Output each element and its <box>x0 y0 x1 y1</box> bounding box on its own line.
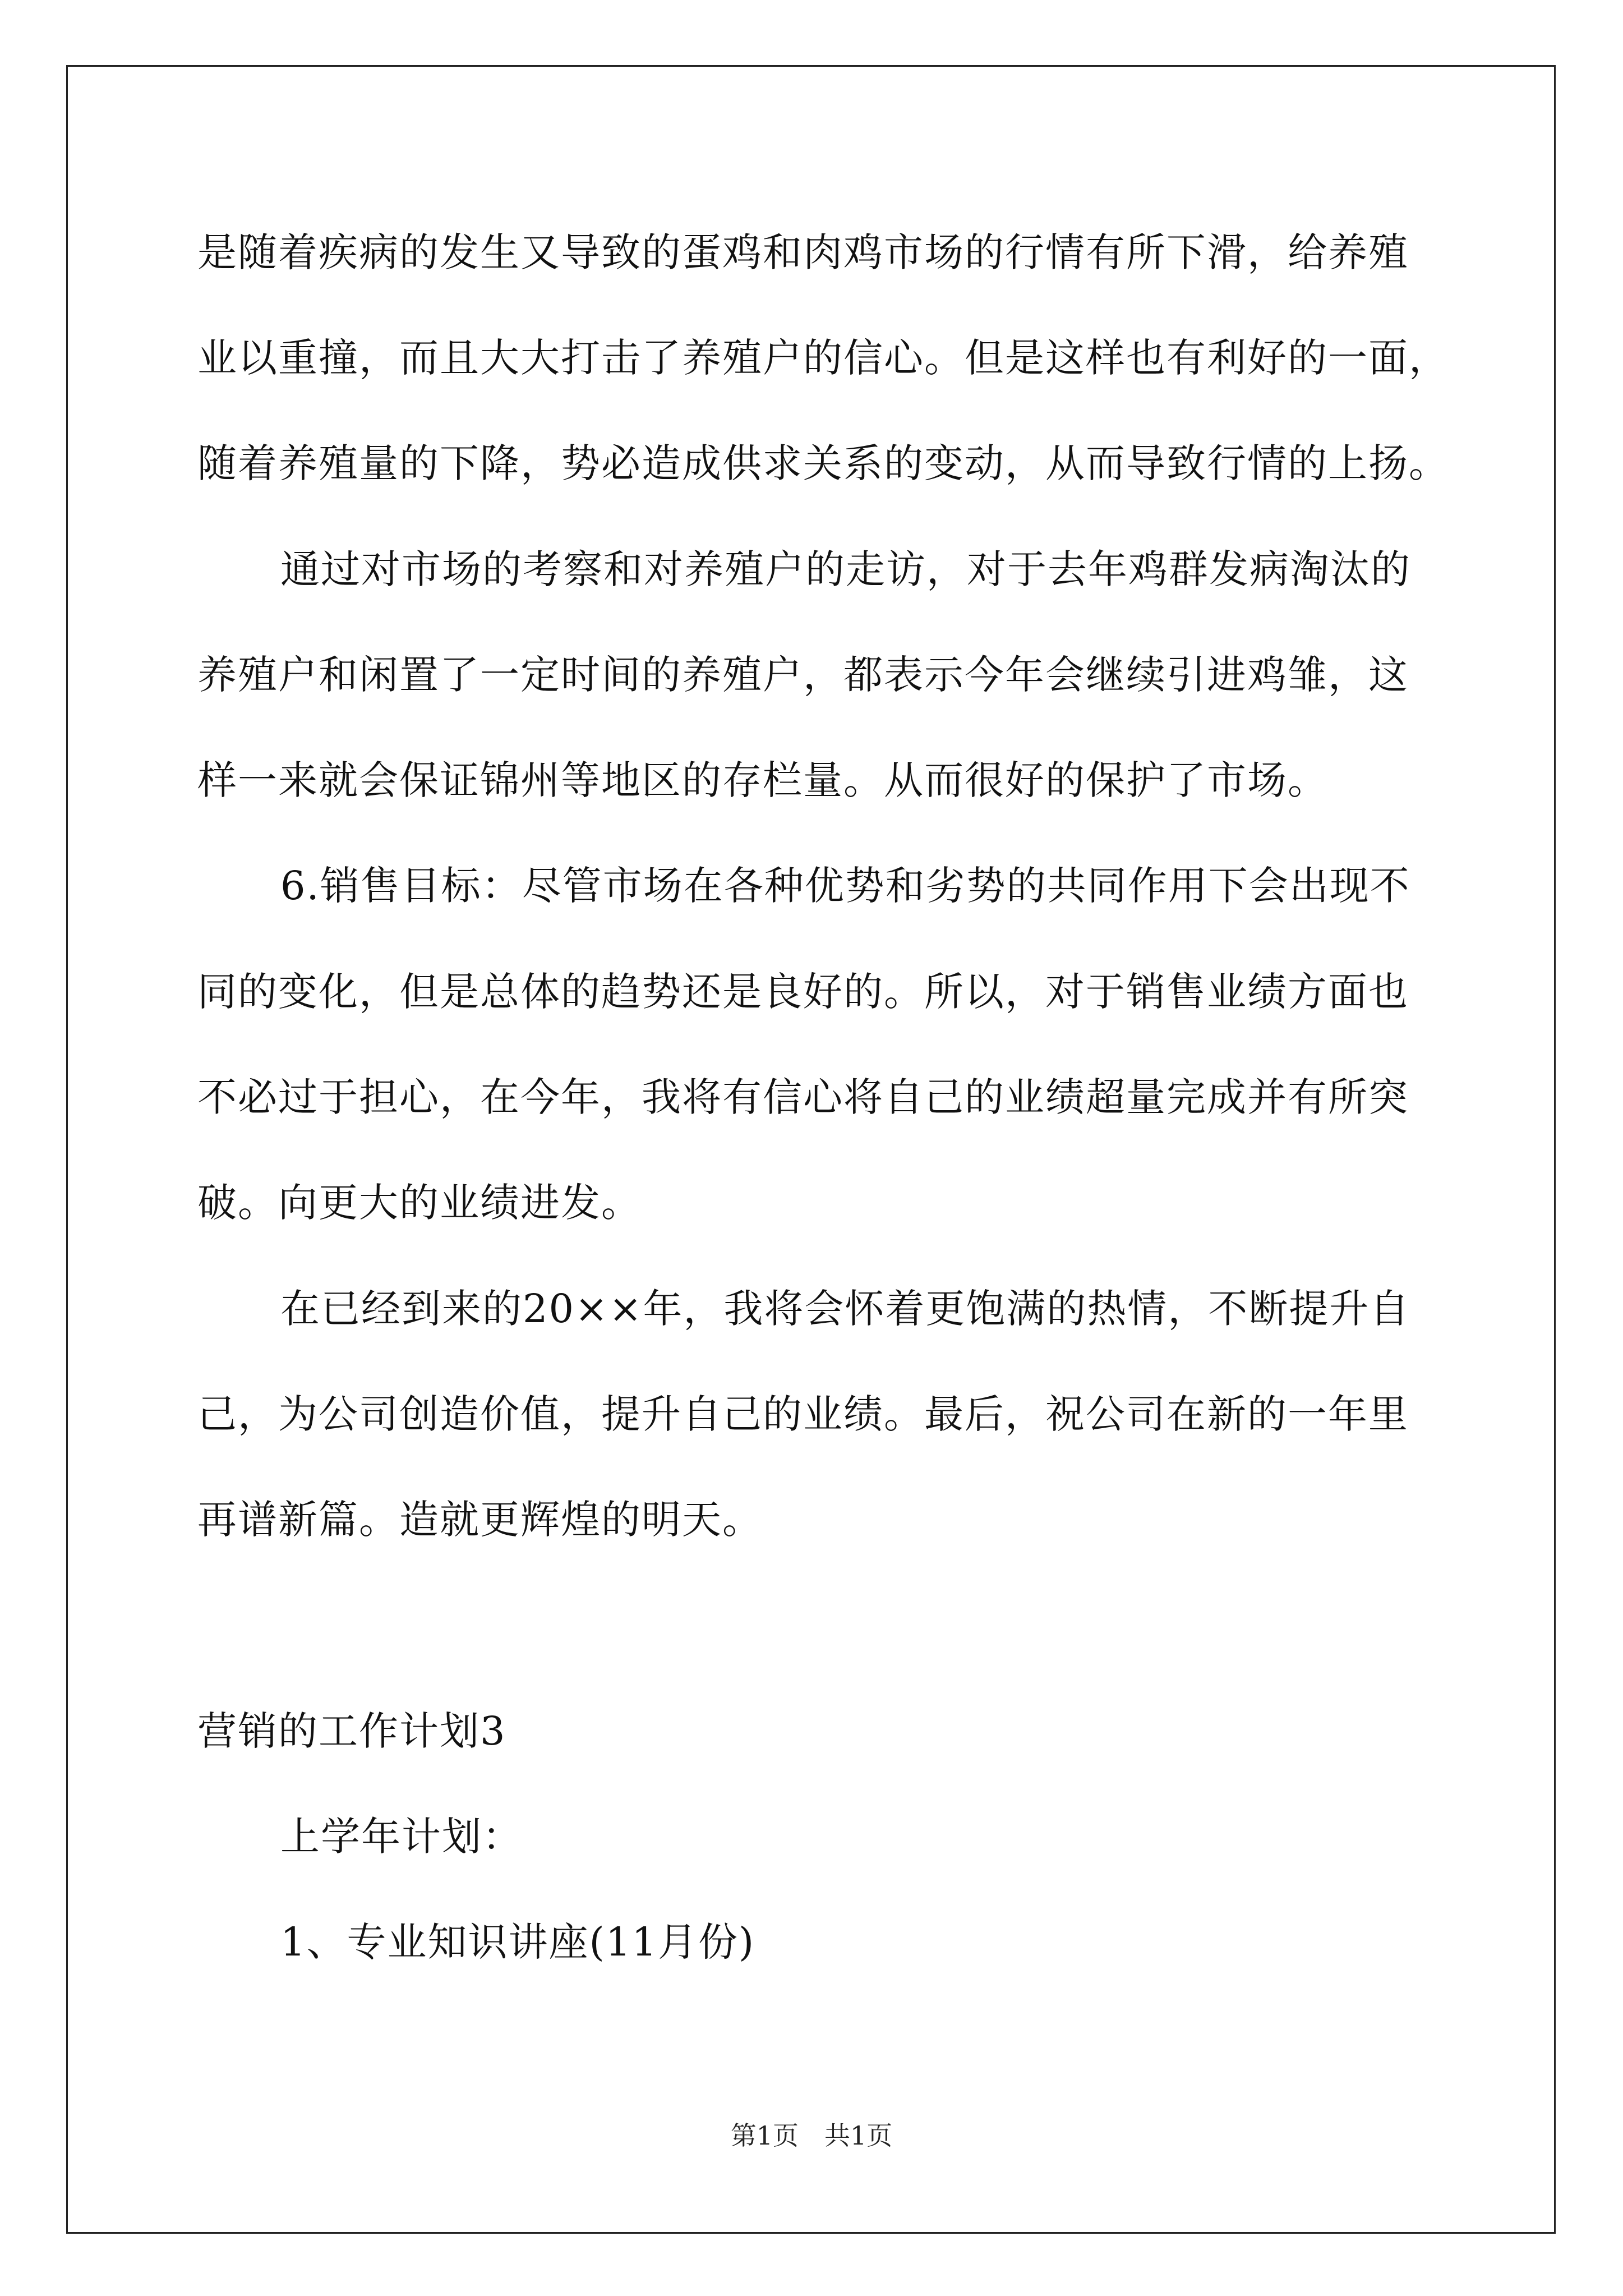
paragraph-line: 再谱新篇。造就更辉煌的明天。 <box>197 1497 763 1543</box>
paragraph-line: 养殖户和闲置了一定时间的养殖户，都表示今年会继续引进鸡雏，这 <box>197 652 1409 698</box>
subheading: 上学年计划： <box>280 1814 523 1860</box>
paragraph-line: 随着养殖量的下降，势必造成供求关系的变动，从而导致行情的上扬。 <box>197 440 1449 486</box>
section-title: 营销的工作计划3 <box>197 1708 506 1754</box>
paragraph-line: 样一来就会保证锦州等地区的存栏量。从而很好的保护了市场。 <box>197 757 1328 803</box>
paragraph-line: 是随着疾病的发生又导致的蛋鸡和肉鸡市场的行情有所下滑，给养殖 <box>197 229 1409 275</box>
paragraph-line: 通过对市场的考察和对养殖户的走访，对于去年鸡群发病淘汰的 <box>280 546 1411 592</box>
paragraph-line: 破。向更大的业绩进发。 <box>197 1180 642 1226</box>
paragraph-line: 在已经到来的20××年，我将会怀着更饱满的热情，不断提升自 <box>280 1286 1410 1332</box>
list-item: 1、专业知识讲座(11月份) <box>280 1919 755 1965</box>
paragraph-line: 同的变化，但是总体的趋势还是良好的。所以，对于销售业绩方面也 <box>197 969 1409 1015</box>
paragraph-line: 业以重撞，而且大大打击了养殖户的信心。但是这样也有利好的一面， <box>197 335 1449 381</box>
paragraph-line: 6.销售目标：尽管市场在各种优势和劣势的共同作用下会出现不 <box>280 863 1410 909</box>
paragraph-line: 己，为公司创造价值，提升自己的业绩。最后，祝公司在新的一年里 <box>197 1391 1409 1437</box>
page-number: 第1页 共1页 <box>730 2120 893 2151</box>
paragraph-line: 不必过于担心，在今年，我将有信心将自己的业绩超量完成并有所突 <box>197 1074 1409 1120</box>
page-border <box>66 65 1556 2234</box>
